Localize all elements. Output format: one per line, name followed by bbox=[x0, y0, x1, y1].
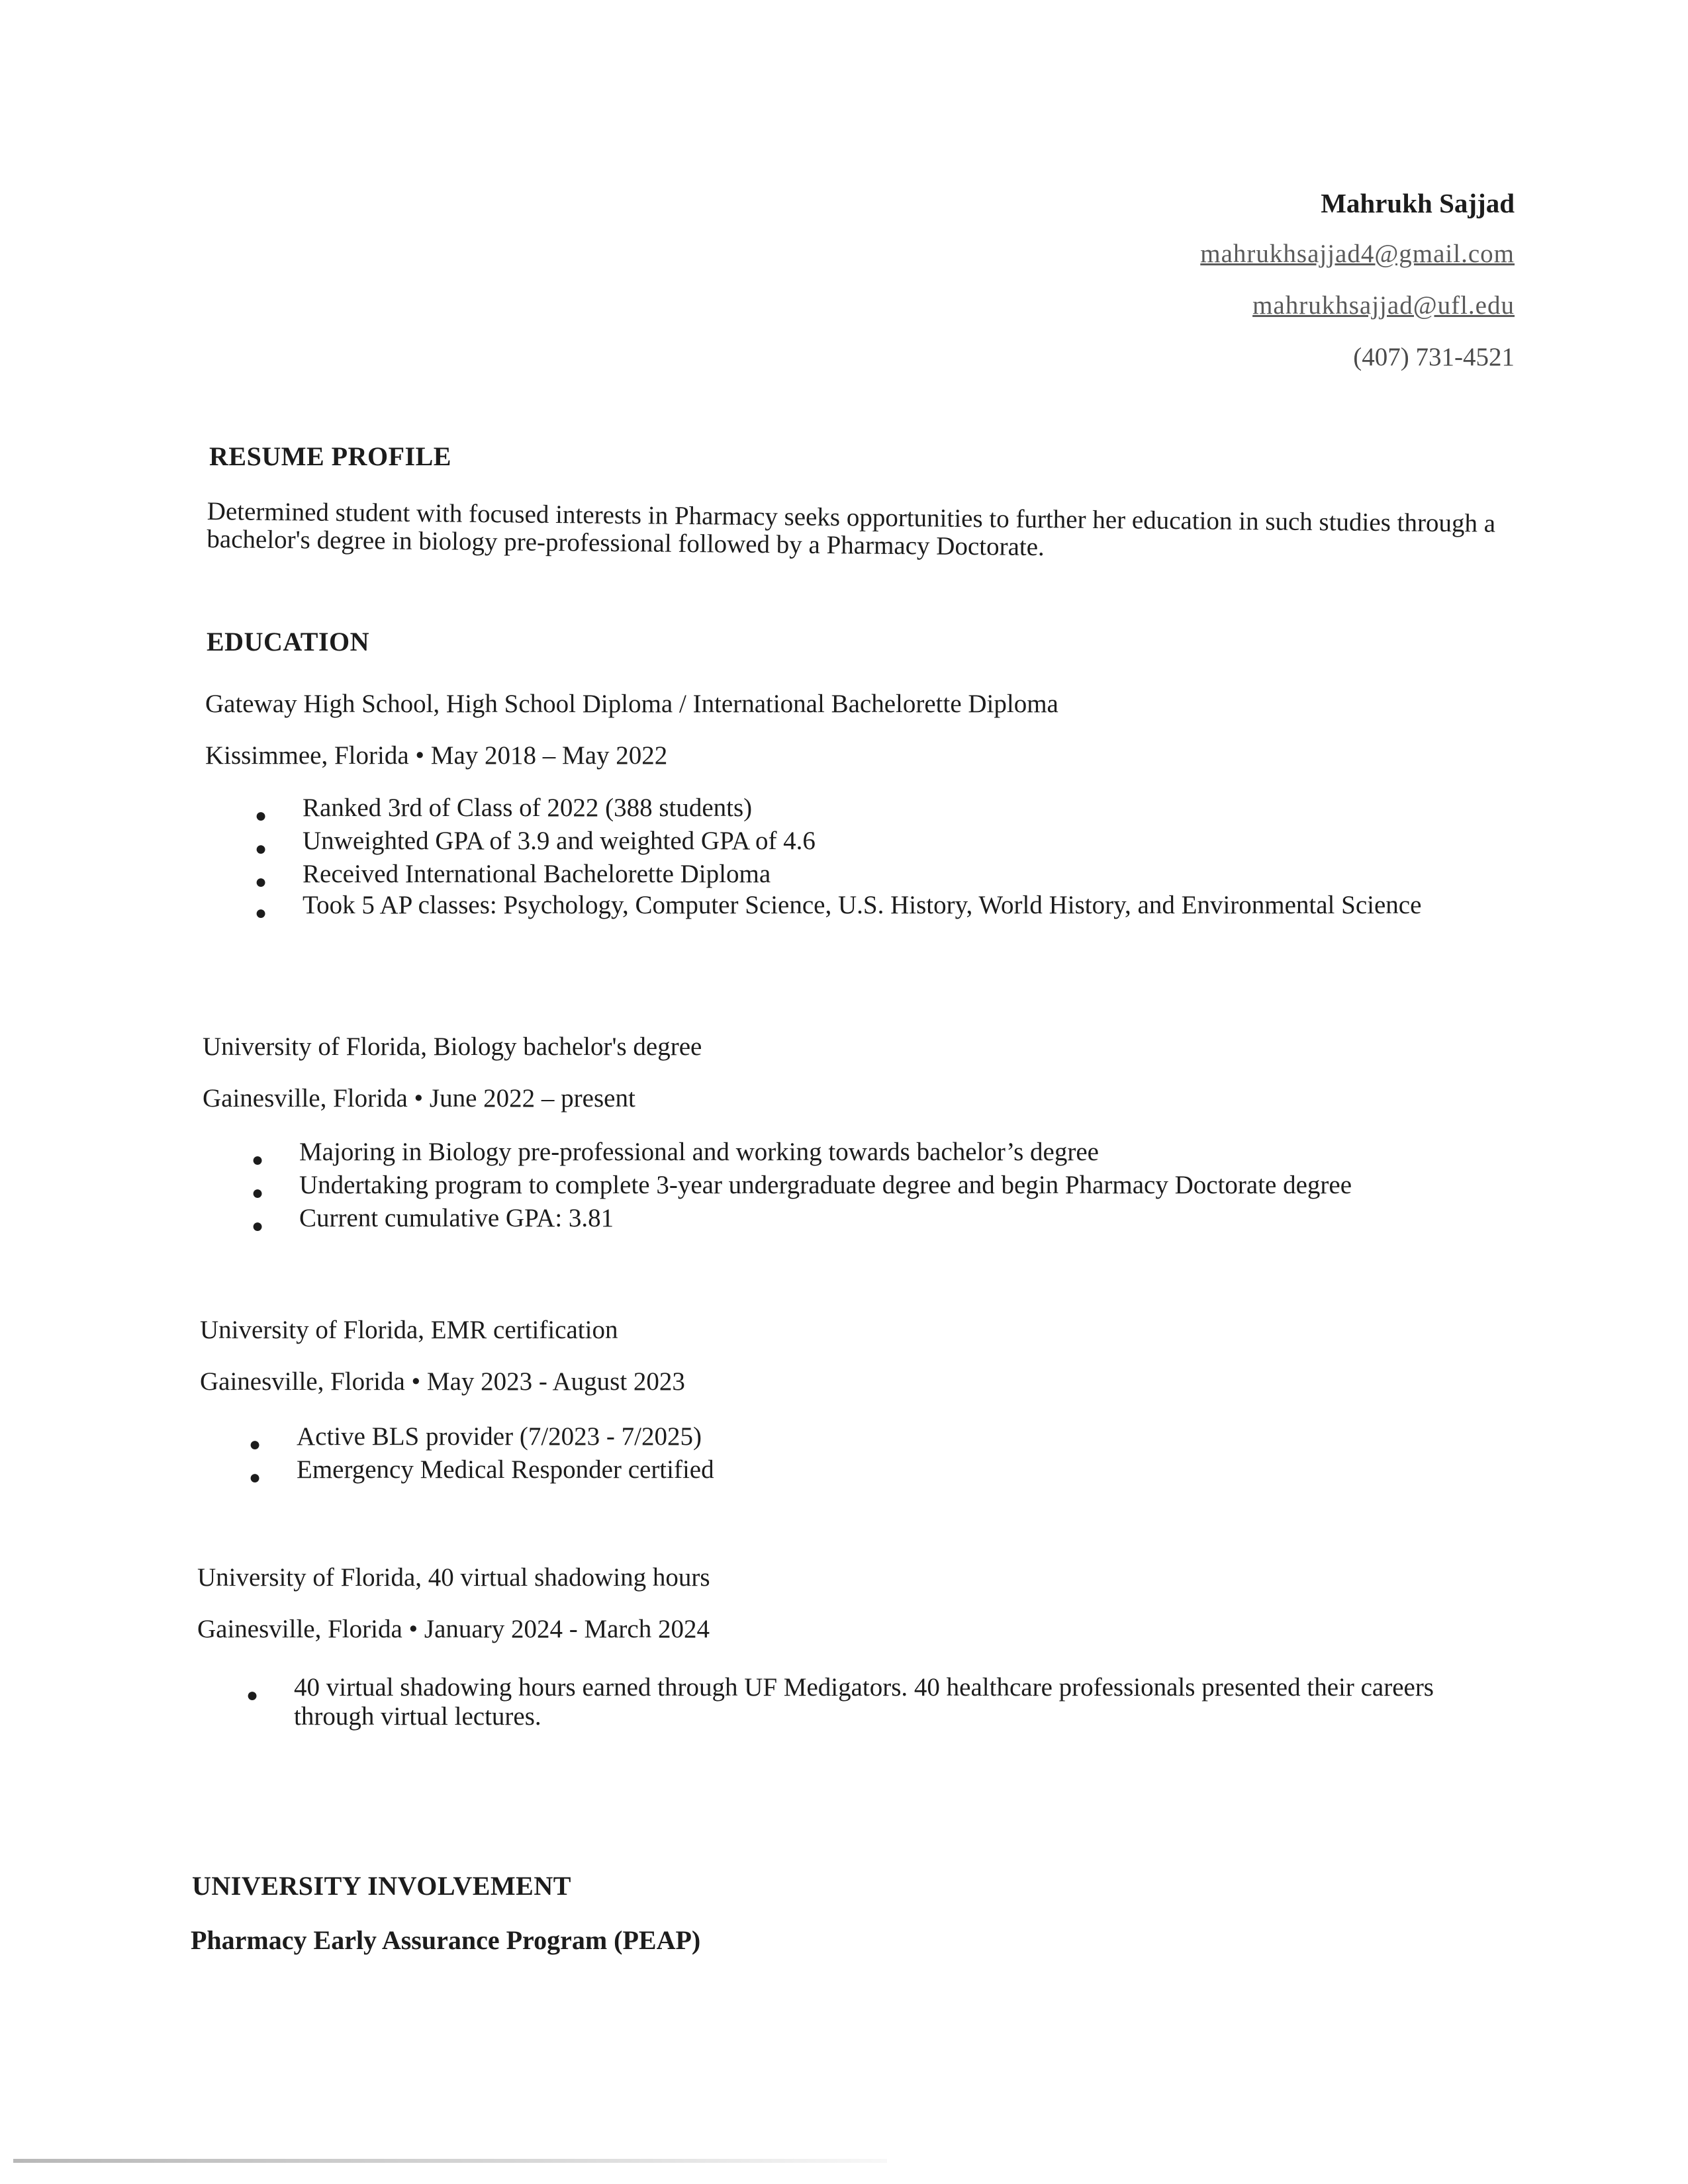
bullet-text: Active BLS provider (7/2023 - 7/2025) bbox=[297, 1422, 702, 1451]
education-entry-bullets bbox=[252, 1136, 1450, 1235]
bullet-text: Took 5 AP classes: Psychology, Computer Science, U.S. History, World History, and Environmental Science bbox=[303, 891, 1422, 919]
bullet-text: Majoring in Biology pre-professional and working towards bachelor’s degree bbox=[299, 1138, 1099, 1166]
profile-text: Determined student with focused interests in Pharmacy seeks opportunities to further her education in such studies through a bachelor's degree in biology pre-professional followed by a Pharmacy Doctorate. bbox=[207, 497, 1496, 562]
bullet-text: Emergency Medical Responder certified bbox=[297, 1455, 714, 1484]
bullet-dot-icon: ● bbox=[249, 1467, 261, 1488]
bullet-item bbox=[255, 858, 1453, 891]
involvement-heading: UNIVERSITY INVOLVEMENT bbox=[192, 1871, 571, 1901]
bullet-dot-icon: ● bbox=[255, 805, 267, 827]
scan-edge-divider bbox=[13, 2159, 887, 2163]
education-entry-title: University of Florida, 40 virtual shadowing hours bbox=[197, 1563, 710, 1592]
bullet-dot-icon: ● bbox=[255, 838, 267, 860]
bullet-dot-icon: ● bbox=[249, 1433, 261, 1455]
involvement-item-title: Pharmacy Early Assurance Program (PEAP) bbox=[191, 1925, 701, 1955]
education-entry-meta: Gainesville, Florida • June 2022 – present bbox=[203, 1084, 635, 1113]
bullet-text: 40 virtual shadowing hours earned through UF Medigators. 40 healthcare professionals presented their careers through virtual lectures. bbox=[294, 1673, 1434, 1731]
applicant-name: Mahrukh Sajjad bbox=[1321, 188, 1515, 218]
education-entry-meta: Gainesville, Florida • January 2024 - March 2024 bbox=[197, 1615, 710, 1643]
bullet-dot-icon: ● bbox=[252, 1149, 264, 1171]
bullet-dot-icon: ● bbox=[252, 1215, 264, 1237]
education-entry-bullets bbox=[255, 792, 1453, 924]
bullet-dot-icon: ● bbox=[252, 1182, 264, 1204]
bullet-item bbox=[246, 1673, 1451, 1731]
bullet-dot-icon: ● bbox=[255, 871, 267, 893]
education-entry-title: University of Florida, EMR certification bbox=[200, 1316, 618, 1344]
education-heading: EDUCATION bbox=[207, 627, 370, 657]
bullet-dot-icon: ● bbox=[255, 902, 267, 924]
education-entry-bullets bbox=[249, 1420, 1447, 1486]
bullet-text: Undertaking program to complete 3-year undergraduate degree and begin Pharmacy Doctorate degree bbox=[299, 1171, 1352, 1199]
education-entry-meta: Gainesville, Florida • May 2023 - August 2023 bbox=[200, 1367, 685, 1396]
bullet-item bbox=[255, 825, 1453, 858]
education-entry-title: Gateway High School, High School Diploma / International Bachelorette Diploma bbox=[205, 690, 1058, 718]
bullet-item bbox=[252, 1136, 1450, 1169]
school-email-link[interactable]: mahrukhsajjad@ufl.edu bbox=[1252, 291, 1515, 320]
bullet-text: Current cumulative GPA: 3.81 bbox=[299, 1204, 614, 1232]
bullet-text: Ranked 3rd of Class of 2022 (388 students) bbox=[303, 794, 753, 822]
profile-heading: RESUME PROFILE bbox=[209, 441, 451, 471]
bullet-text: Received International Bachelorette Diploma bbox=[303, 860, 771, 888]
education-entry-title: University of Florida, Biology bachelor's degree bbox=[203, 1032, 702, 1061]
bullet-item bbox=[252, 1169, 1450, 1202]
bullet-text: Unweighted GPA of 3.9 and weighted GPA of 4.6 bbox=[303, 827, 816, 855]
education-entry-bullets bbox=[246, 1673, 1451, 1731]
bullet-item bbox=[255, 891, 1453, 924]
education-entry-meta: Kissimmee, Florida • May 2018 – May 2022 bbox=[205, 741, 668, 770]
contact-header bbox=[1200, 187, 1515, 393]
bullet-item bbox=[249, 1453, 1447, 1486]
phone-number: (407) 731-4521 bbox=[1353, 343, 1515, 371]
bullet-dot-icon: ● bbox=[246, 1684, 259, 1706]
bullet-item bbox=[249, 1420, 1447, 1453]
bullet-item bbox=[252, 1202, 1450, 1235]
personal-email-link[interactable]: mahrukhsajjad4@gmail.com bbox=[1200, 240, 1515, 268]
bullet-item bbox=[255, 792, 1453, 825]
